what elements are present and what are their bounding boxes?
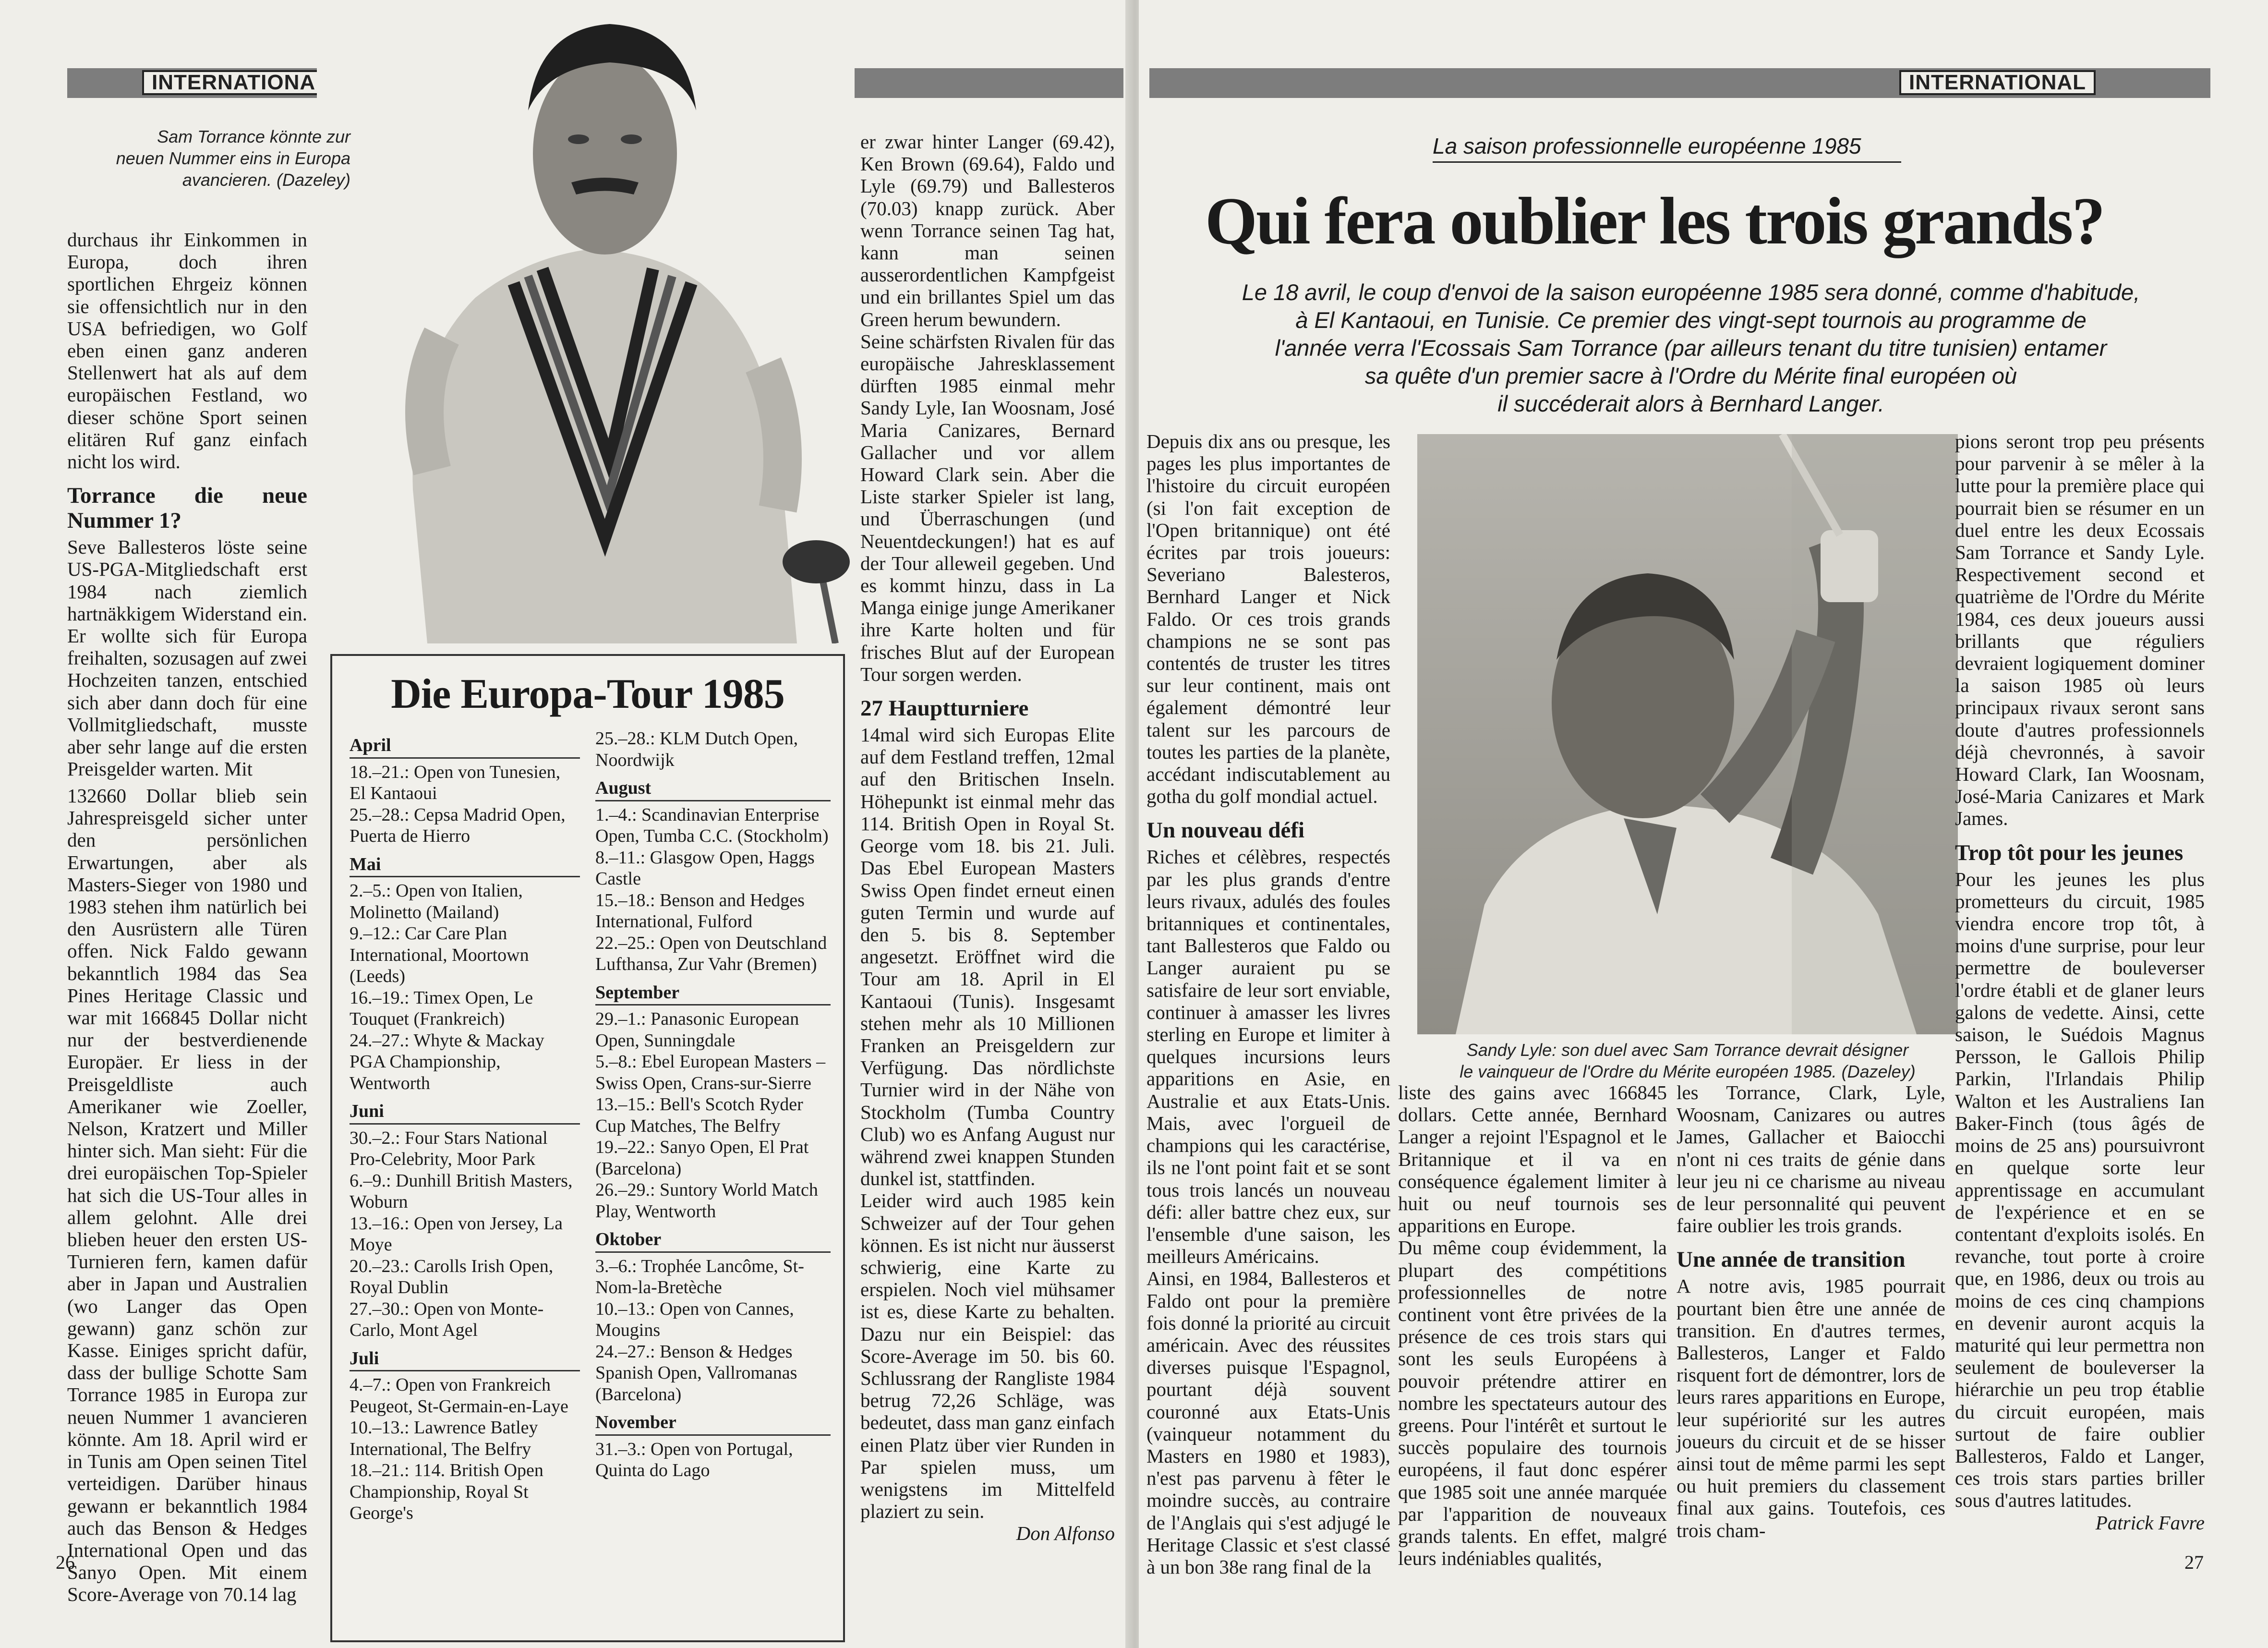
section-subhead: Une année de transition xyxy=(1677,1247,1906,1272)
schedule-event: 13.–16.: Open von Jersey, La Moye xyxy=(350,1213,563,1255)
article-column-2 xyxy=(1398,1081,1667,1569)
article-column-4 xyxy=(1955,430,2205,1534)
schedule-event: 15.–18.: Benson and Hedges International, Fulford xyxy=(595,890,805,932)
schedule-column-left xyxy=(350,728,580,1524)
page-number: 26 xyxy=(56,1551,75,1573)
schedule-event: 22.–25.: Open von Deutschland Lufthansa, Zur Vahr (Bremen) xyxy=(595,933,827,974)
article-paragraph: pions seront trop peu présents pour parvenir à se mêler à la lutte pour la première place qui pourrait bien se résumer en un duel entre les deux Ecossais Sam Torrance et Sandy Lyle. Respectivement second et quatrième de l'Ordre du Mérite 1984, ces deux joueurs aussi brillants que réguliers devraient logiquement dominer la saison 1985 où leurs principaux rivaux seront sans doute d'autres professionnels déjà chevronnés, à savoir Howard Clark, Ian Woosnam, José-Maria Canizares et Mark James. xyxy=(1955,430,2205,830)
article-column-1 xyxy=(1146,430,1390,1578)
article-column-1-upper xyxy=(67,229,307,780)
schedule-event: 24.–27.: Whyte & Mackay PGA Championship, Wentworth xyxy=(350,1030,544,1093)
schedule-section xyxy=(350,854,580,1094)
article-paragraph: Leider wird auch 1985 kein Schweizer auf der Tour gehen können. Es ist nicht nur äusserst schwierig, eine Karte zu erspielen. Noch viel mühsamer ist es, diese Karte zu behalten. Dazu nur ein Beispiel: das Score-Average im 50. bis 60. Schlussrang der Rangliste 1984 betrug 72,26 Schläge, was bedeutet, dass man ganz einfach einen Platz über vier Runden in Par spielen muss, um wenigstens im Mittelfeld plaziert zu sein. xyxy=(860,1189,1115,1523)
schedule-month: April xyxy=(350,735,580,759)
schedule-month: Oktober xyxy=(595,1229,831,1253)
article-paragraph: durchaus ihr Einkommen in Europa, doch ihren sportlichen Ehrgeiz können sie offensichtlich nur in den USA befriedigen, wo Golf eben einen ganz anderen Stellenwert hat als auf dem europäischen Festland, wo dieser schöne Sport seinen elitären Ruf ganz einfach nicht los wird. xyxy=(67,229,307,473)
torrance-photo xyxy=(317,0,855,643)
schedule-event: 18.–21.: Open von Tunesien, El Kantaoui xyxy=(350,762,561,803)
schedule-event: 20.–23.: Carolls Irish Open, Royal Dublin xyxy=(350,1256,554,1297)
schedule-event: 6.–9.: Dunhill British Masters, Woburn xyxy=(350,1170,573,1212)
schedule-event: 5.–8.: Ebel European Masters – Swiss Open, Crans-sur-Sierre xyxy=(595,1052,826,1093)
left-page xyxy=(0,0,1129,1648)
box-title: Die Europa-Tour 1985 xyxy=(391,671,784,717)
schedule-event: 30.–2.: Four Stars National Pro-Celebrity, Moor Park xyxy=(350,1127,548,1169)
lyle-photo xyxy=(1417,434,1958,1034)
schedule-event: 24.–27.: Benson & Hedges Spanish Open, Vallromanas (Barcelona) xyxy=(595,1341,797,1405)
schedule-event: 2.–5.: Open von Italien, Molinetto (Mailand) xyxy=(350,881,523,922)
kicker-rule xyxy=(1433,161,1901,163)
article-paragraph: er zwar hinter Langer (69.42), Ken Brown (69.64), Faldo und Lyle (69.79) und Ballesteros (70.03) knapp zurück. Aber wenn Torrance seinen Tag hat, kann man seinen ausserordentlichen Kampfgeist und ein brillantes Spiel um das Green herum bewundern. xyxy=(860,131,1115,330)
schedule-event: 26.–29.: Suntory World Match Play, Wentworth xyxy=(595,1180,818,1222)
photo-caption: Sandy Lyle: son duel avec Sam Torrance devrait désigner le vainqueur de l'Ordre du Mérite européen 1985. (Dazeley) xyxy=(1460,1040,1916,1081)
schedule-event: 25.–28.: KLM Dutch Open, Noordwijk xyxy=(595,728,798,770)
schedule-event: 31.–3.: Open von Portugal, Quinta do Lago xyxy=(595,1439,793,1480)
article-paragraph: Riches et célèbres, respectés par les plus grands d'entre leurs rivaux, adulés des foules britanniques et continentales, tant Ballesteros que Faldo ou Langer auraient pu se satisfaire de leur sort enviable, continuer à amasser les livres sterling en Europe et limiter à quelques incursions leurs apparitions en Asie, en Australie et aux Etats-Unis. Mais, avec l'orgueil de champions qui les caractérise, ils ne l'ont point fait et se sont tous trois lancés un nouveau défi: aller battre chez eux, sur l'ensemble d'une saison, les meilleurs Américains. xyxy=(1146,846,1390,1268)
schedule-event: 8.–11.: Glasgow Open, Haggs Castle xyxy=(595,847,815,889)
article-column-3 xyxy=(860,131,1115,1545)
page-number: 27 xyxy=(2184,1551,2204,1573)
schedule-event: 10.–13.: Lawrence Batley International, The Belfry xyxy=(350,1418,538,1459)
author-signature: Don Alfonso xyxy=(1016,1522,1115,1545)
article-paragraph: liste des gains avec 166845 dollars. Cette année, Bernhard Langer a rejoint l'Espagnol et le Britannique et il va en conséquence également limiter à huit ou neuf tournois ses apparitions en Europe. xyxy=(1398,1081,1667,1237)
schedule-event: 4.–7.: Open von Frankreich Peugeot, St-Germain-en-Laye xyxy=(350,1375,568,1417)
schedule-event: 10.–13.: Open von Cannes, Mougins xyxy=(595,1298,794,1340)
schedule-section xyxy=(595,777,831,975)
schedule-month: Juni xyxy=(350,1101,580,1125)
section-subhead: Torrance die neue Nummer 1? xyxy=(67,483,307,533)
schedule-event: 25.–28.: Cepsa Madrid Open, Puerta de Hierro xyxy=(350,804,566,846)
article-paragraph: Seine schärfsten Rivalen für das europäische Jahresklassement dürften 1985 einmal mehr Sandy Lyle, Ian Woosnam, José Maria Canizares, Bernard Gallacher und vor allem Howard Clark sein. Aber die Liste starker Spieler ist lang, und Überraschungen (und Neuentdeckungen!) hat es auf der Tour alleweil gegeben. Und es kommt hinzu, dass in La Manga einige junge Amerikaner ihre Karte holten und für frisches Blut auf der European Tour sorgen werden. xyxy=(860,330,1115,685)
schedule-event: 3.–6.: Trophée Lancôme, St-Nom-la-Bretèche xyxy=(595,1256,804,1297)
article-paragraph: A notre avis, 1985 pourrait pourtant bien être une année de transition. En d'autres termes, Ballesteros, Langer et Faldo risquent fort de démontrer, lors de leurs rares apparitions en Europe, leur supériorité sur les autres joueurs du circuit et de se hisser ainsi tout de même parmi les sept ou huit premiers du classement final aux gains. Toutefois, ces trois cham- xyxy=(1677,1275,1945,1541)
schedule-section xyxy=(350,735,580,847)
section-label: INTERNATIONA xyxy=(142,70,325,95)
article-column-1-lower xyxy=(67,785,307,1606)
schedule-month: Mai xyxy=(350,854,580,878)
schedule-column-right xyxy=(595,728,831,1481)
schedule-section xyxy=(595,1229,831,1405)
schedule-month: Juli xyxy=(350,1348,580,1372)
schedule-month: August xyxy=(595,777,831,801)
schedule-event: 13.–15.: Bell's Scotch Ryder Cup Matches, The Belfry xyxy=(595,1094,803,1136)
section-subhead: Un nouveau défi xyxy=(1146,818,1305,843)
headline: Qui fera oublier les trois grands? xyxy=(1205,184,2104,258)
tour-schedule-box xyxy=(330,654,845,1642)
schedule-event: 29.–1.: Panasonic European Open, Sunningdale xyxy=(595,1009,799,1051)
article-paragraph: les Torrance, Clark, Lyle, Woosnam, Canizares ou autres James, Gallacher et Baiocchi n'ont ni ces traits de génie dans leur jeu ni ce charisme au niveau de leur personnalité qui peuvent faire oublier les trois grands. xyxy=(1677,1081,1945,1237)
deck: Le 18 avril, le coup d'envoi de la saison européenne 1985 sera donné, comme d'habitude, à El Kantaoui, en Tunisie. Ce premier des vingt-sept tournois au programme de l'année verra l'Ecossais Sam Torrance (par ailleurs tenant du titre tunisien) entamer sa quête d'un premier sacre à l'Ordre du Mérite final européen où il succéderait alors à Bernhard Langer. xyxy=(1242,279,2140,416)
schedule-event: 19.–22.: Sanyo Open, El Prat (Barcelona) xyxy=(595,1137,809,1179)
schedule-event: 27.–30.: Open von Monte-Carlo, Mont Agel xyxy=(350,1298,544,1340)
schedule-event: 16.–19.: Timex Open, Le Touquet (Frankreich) xyxy=(350,987,533,1029)
article-paragraph: Pour les jeunes les plus prometteurs du circuit, 1985 viendra encore trop tôt, à moins d'une surprise, pour leur permettre de bouleverser l'ordre établi et de glaner leurs galons de vedette. Ainsi, cette saison, le Suédois Magnus Persson, le Gallois Philip Parkin, l'Irlandais Philip Walton et les Australiens Ian Baker-Finch (tous âgés de moins de 25 ans) poursuivront en quelque sorte leur apprentissage en accumulant de l'expérience et en se contentant d'exploits isolés. En revanche, tout porte à croire que, en 1986, deux ou trois au moins de ces cinq champions en devenir auront acquis la maturité qui leur permettra non seulement de bouleverser la hiérarchie un peu trop établie du circuit européen, mais surtout de faire oublier Ballesteros, Faldo et Langer, ces trois stars parties briller sous d'autres latitudes. xyxy=(1955,868,2205,1512)
schedule-section xyxy=(350,1348,580,1524)
article-paragraph: Depuis dix ans ou presque, les pages les plus importantes de l'histoire du circuit européen (si l'on fait exception de l'Open britannique) ont été écrites par trois joueurs: Severiano Balesteros, Bernhard Langer et Nick Faldo. Or ces trois grands champions ne se sont pas contentés de truster les titres sur leur continent, mais ont également démontré leur talent sur les parcours de toutes les parties de la planète, accédant indiscutablement au gotha du golf mondial actuel. xyxy=(1146,430,1390,808)
article-paragraph: Ainsi, en 1984, Ballesteros et Faldo ont pour la première fois donné la priorité au circuit américain. Avec des réussites diverses puisque l'Espagnol, pourtant déjà souvent couronné aux Etats-Unis (vainqueur notamment du Masters en 1980 et 1983), n'est pas parvenu à fêter le moindre succès, au contraire de l'Anglais qui s'est adjugé le Heritage Classic et s'est classé à un bon 38e rang final de la xyxy=(1146,1267,1390,1578)
section-subhead: 27 Hauptturniere xyxy=(860,696,1029,721)
article-paragraph: Du même coup évidemment, la plupart des compétitions professionnelles de notre continent vont être privées de la présence de ces trois stars qui sont les seuls Européens à pouvoir prétendre attirer en nombre les spectateurs autour des greens. Pour l'intérêt et surtout le succès populaire des tournois européens, il faut donc espérer que 1985 soit une année marquée par l'apparition de nouveaux grands talents. En effet, malgré leurs indéniables qualités, xyxy=(1398,1236,1667,1570)
author-signature: Patrick Favre xyxy=(2095,1511,2205,1534)
schedule-event: 9.–12.: Car Care Plan International, Moortown (Leeds) xyxy=(350,923,529,986)
article-column-3 xyxy=(1677,1081,1945,1541)
schedule-section xyxy=(595,728,831,771)
right-page xyxy=(1139,0,2268,1648)
schedule-section xyxy=(350,1101,580,1341)
article-paragraph: 14mal wird sich Europas Elite auf dem Festland treffen, 12mal auf den Britischen Inseln. Höhepunkt ist einmal mehr das 114. British Open in Royal St. George vom 18. bis 21. Juli. Das Ebel European Masters Swiss Open findet erneut einen guten Termin und wurde auf den 5. bis 8. September angesetzt. Eröffnet wird die Tour am 18. April in El Kantaoui (Tunis). Insgesamt stehen mehr als 10 Millionen Franken an Preisgeldern zur Verfügung. Das nördlichste Turnier wird in der Nähe von Stockholm (Tumba Country Club) wo es Anfang August nur während zwei knappen Stunden dunkel ist, stattfinden. xyxy=(860,724,1115,1190)
schedule-event: 18.–21.: 114. British Open Championship, Royal St George's xyxy=(350,1460,543,1523)
article-paragraph: 132660 Dollar blieb sein Jahrespreisgeld sicher unter den persönlichen Erwartungen, aber als Masters-Sieger von 1980 und 1983 stehen ihm natürlich bei den Ausrüstern alle Türen offen. Nick Faldo gewann bekanntlich 1984 das Sea Pines Heritage Classic und war mit 166845 Dollar nicht nur der bestverdienende Europäer. Er liess in der Preisgeldliste auch Amerikaner wie Zoeller, Nelson, Kratzert und Miller hinter sich. Man sieht: Für die drei europäischen Top-Spieler hat sich die US-Tour alles in allem gelohnt. Alle drei blieben heuer den ersten US-Turnieren fern, kamen dafür aber in Japan und Australien (wo Langer das Open gewann) ganz schön zur Kasse. Einiges spricht dafür, dass der bullige Schotte Sam Torrance 1985 in Europa zur neuen Nummer 1 avancieren könnte. Am 18. April wird er in Tunis am Open seinen Titel verteidigen. Darüber hinaus gewann er bekanntlich 1984 auch das Benson & Hedges International Open und das Sanyo Open. Mit einem Score-Average von 70.14 lag xyxy=(67,785,307,1606)
kicker: La saison professionnelle européenne 1985 xyxy=(1433,133,1861,158)
schedule-month: November xyxy=(595,1412,831,1436)
photo-caption: Sam Torrance könnte zur neuen Nummer eins in Europa avancieren. (Dazeley) xyxy=(116,127,350,190)
schedule-month: September xyxy=(595,982,831,1006)
article-paragraph: Seve Ballesteros löste seine US-PGA-Mitgliedschaft erst 1984 nach ziemlich hartnäkkigem Widerstand ein. Er wollte sich für Europa freihalten, sozusagen auf zwei Hochzeiten tanzen, entschied sich aber dann doch für eine Vollmitgliedschaft, musste aber sehr lange auf die ersten Preisgelder warten. Mit xyxy=(67,536,307,780)
schedule-section xyxy=(595,982,831,1223)
section-subhead: Trop tôt pour les jeunes xyxy=(1955,840,2184,865)
schedule-event: 1.–4.: Scandinavian Enterprise Open, Tumba C.C. (Stockholm) xyxy=(595,804,829,846)
section-label: INTERNATIONAL xyxy=(1899,70,2096,95)
schedule-section xyxy=(595,1412,831,1481)
